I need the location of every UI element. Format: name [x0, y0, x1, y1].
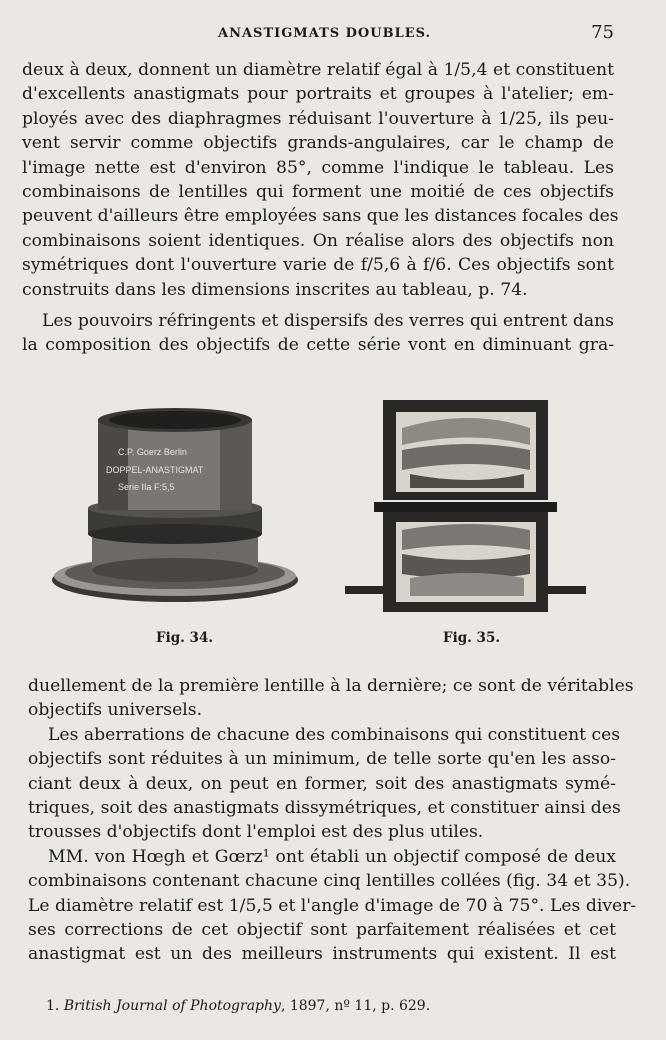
text-line: MM. von Hœgh et Gœrz¹ ont établi un objectif composé de deux: [48, 846, 616, 867]
paragraph-1: [22, 58, 619, 302]
text-line: objectifs sont réduites à un minimum, de telle sorte qu'en les asso-: [28, 749, 616, 770]
page-number: 75: [591, 22, 614, 43]
footnote-citation: , 1897, nº 11, p. 629.: [280, 998, 431, 1014]
text-line: objectifs universels.: [28, 700, 203, 721]
fig34-lens-barrel: [52, 408, 298, 602]
text-line: ciant deux à deux, on peut en former, soit des anastigmats symé-: [28, 773, 616, 794]
lens-engraving-line1: C.P. Goerz Berlin: [118, 447, 187, 457]
text-line: deux à deux, donnent un diamètre relatif égal à 1/5,4 et constituent: [22, 60, 614, 80]
text-line: trousses d'objectifs dont l'emploi est des plus utiles.: [28, 822, 484, 843]
paragraph-3: [28, 674, 637, 967]
figure-35-caption: Fig. 35.: [443, 630, 501, 646]
text-line: l'image nette est d'environ 85°, comme l'indique le tableau. Les: [22, 157, 614, 178]
text-line: Les aberrations de chacune des combinaisons qui constituent ces: [48, 724, 621, 745]
lens-illustrations: [40, 390, 620, 630]
text-line: d'excellents anastigmats pour portraits et groupes à l'atelier; em-: [22, 84, 614, 105]
lens-engraving-line3: Serie IIa F:5,5: [118, 482, 175, 492]
paragraph-2: [22, 309, 614, 358]
figures: [40, 390, 620, 660]
fig35-cross-section: [345, 400, 586, 612]
text-line: peuvent d'ailleurs être employées sans que les distances focales des: [22, 206, 619, 227]
text-line: la composition des objectifs de cette série vont en diminuant gra-: [22, 335, 614, 356]
figure-34-caption: Fig. 34.: [156, 630, 214, 646]
text-line: Le diamètre relatif est 1/5,5 et l'angle d'image de 70 à 75°. Les diver-: [28, 895, 637, 916]
text-line: combinaisons de lentilles qui forment une moitié de ces objectifs: [22, 182, 614, 203]
text-line: combinaisons contenant chacune cinq lentilles collées (fig. 34 et 35).: [28, 871, 631, 892]
running-title: ANASTIGMATS DOUBLES.: [218, 26, 432, 41]
text-line: construits dans les dimensions inscrites au tableau, p. 74.: [22, 279, 528, 300]
footnote-journal: British Journal of Photography: [63, 998, 281, 1014]
lens-engraving-line2: DOPPEL-ANASTIGMAT: [106, 465, 204, 475]
text-line: vent servir comme objectifs grands-angulaires, car le champ de: [22, 133, 614, 154]
footnote: [46, 998, 430, 1014]
text-line: Les pouvoirs réfringents et dispersifs des verres qui entrent dans: [42, 311, 614, 331]
text-line: ployés avec des diaphragmes réduisant l'ouverture à 1/25, ils peu-: [22, 108, 614, 129]
text-line: ses corrections de cet objectif sont parfaitement réalisées et cet: [28, 920, 616, 941]
text-line: triques, soit des anastigmats dissymétriques, et constituer ainsi des: [28, 798, 621, 819]
text-line: combinaisons soient identiques. On réalise alors des objectifs non: [22, 230, 614, 251]
text-line: symétriques dont l'ouverture varie de f/5,6 à f/6. Ces objectifs sont: [22, 255, 614, 276]
footnote-number: 1.: [46, 998, 60, 1014]
text-line: anastigmat est un des meilleurs instruments qui existent. Il est: [28, 944, 616, 965]
text-line: duellement de la première lentille à la dernière; ce sont de véritables: [28, 676, 634, 696]
